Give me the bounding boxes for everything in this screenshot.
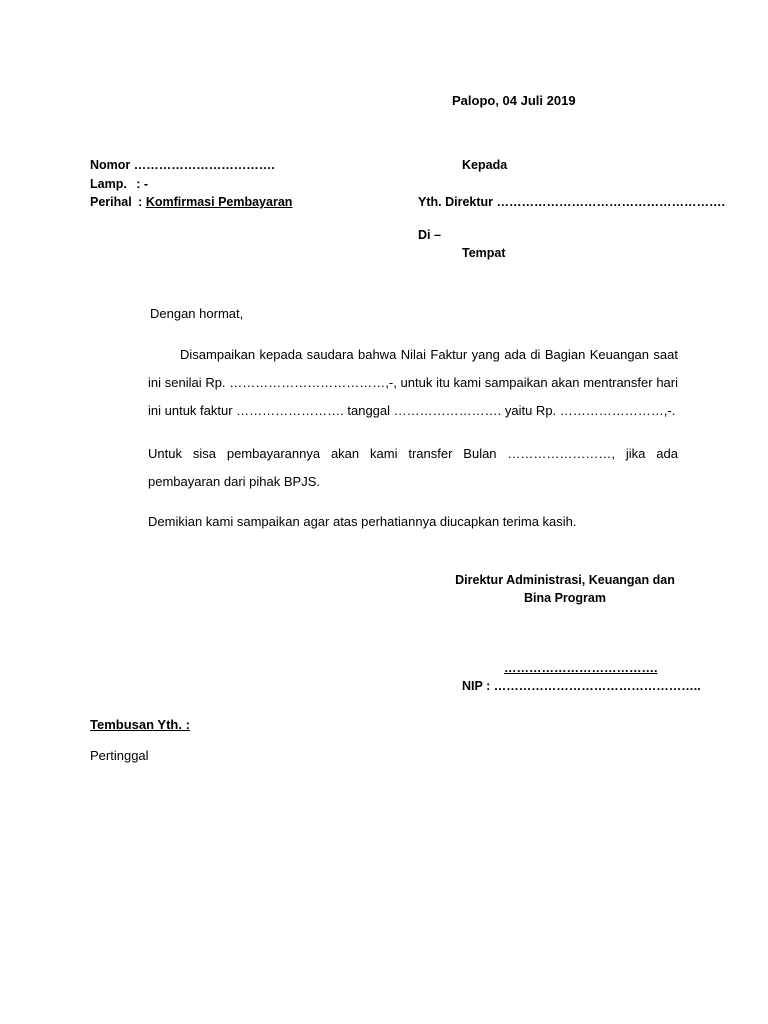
signatory-title-line1: Direktur Administrasi, Keuangan dan bbox=[455, 573, 675, 587]
perihal-line bbox=[90, 195, 292, 209]
paragraph-2: Untuk sisa pembayarannya akan kami transfer Bulan ……………………, jika ada pembayaran dari pihak BPJS. bbox=[148, 446, 678, 489]
lamp-label: Lamp. bbox=[90, 177, 127, 191]
recipient-di: Di – bbox=[418, 228, 441, 242]
recipient-yth: Yth. Direktur ………………………………………………. bbox=[418, 195, 725, 209]
salutation: Dengan hormat, bbox=[150, 306, 244, 321]
tembusan-item-pertinggal: Pertinggal bbox=[90, 748, 149, 763]
nomor-label: Nomor bbox=[90, 158, 131, 172]
nomor-value: ……………………………. bbox=[133, 158, 275, 172]
signatory-name: ………………………………. bbox=[504, 661, 658, 675]
kepada-label: Kepada bbox=[462, 158, 508, 172]
lamp-value: : - bbox=[136, 177, 149, 191]
paragraph-3: Demikian kami sampaikan agar atas perhatiannya diucapkan terima kasih. bbox=[148, 514, 577, 529]
perihal-value: Komfirmasi Pembayaran bbox=[145, 195, 293, 209]
recipient-tempat: Tempat bbox=[462, 246, 506, 260]
signatory-nip: NIP : ………………………………………….. bbox=[462, 679, 701, 693]
tembusan-heading: Tembusan Yth. : bbox=[90, 717, 190, 732]
perihal-label: Perihal bbox=[90, 195, 132, 209]
letter-date: Palopo, 04 Juli 2019 bbox=[452, 93, 576, 108]
perihal-colon: : bbox=[138, 195, 143, 209]
paragraph-1: Disampaikan kepada saudara bahwa Nilai Faktur yang ada di Bagian Keuangan saat ini senilai Rp. ………………………………,-, untuk itu kami sampaikan akan mentransfer hari ini untuk faktur ……………………. tanggal ……………………. yaitu Rp. ……………………,-. bbox=[148, 347, 678, 418]
signatory-title-line2: Bina Program bbox=[524, 591, 606, 605]
lamp-line bbox=[90, 177, 148, 191]
nomor-line bbox=[90, 158, 275, 172]
